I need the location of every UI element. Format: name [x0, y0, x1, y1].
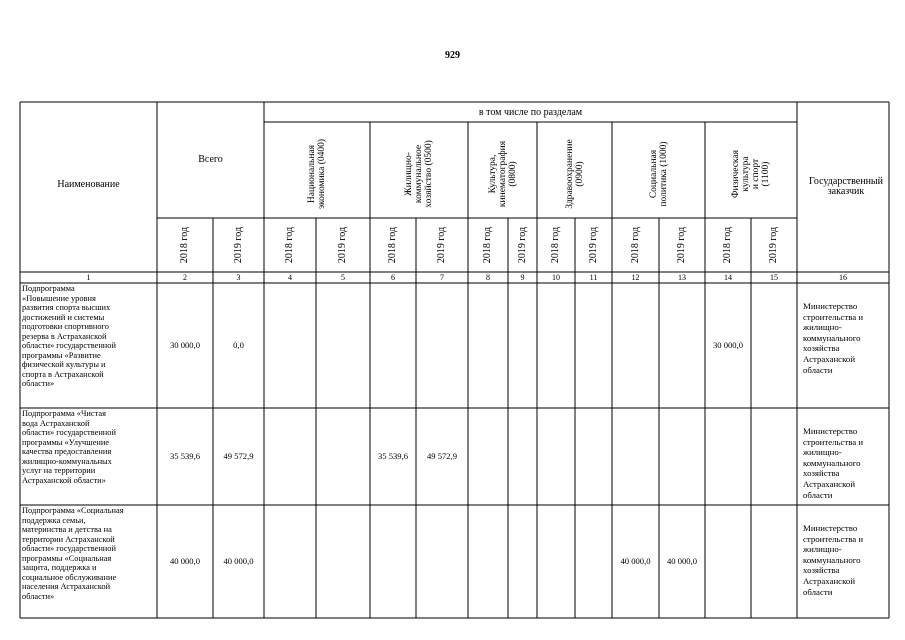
- year-label: 2019 год: [676, 226, 687, 264]
- column-number: 16: [839, 273, 847, 282]
- section-header-2: Жилищно- коммунальное хозяйство (0500): [404, 140, 434, 208]
- row-value: 30 000,0: [712, 339, 744, 350]
- year-label: 2019 год: [768, 226, 779, 264]
- row-value: 40 000,0: [620, 555, 651, 566]
- row-name: Подпрограмма «Повышение уровня развития спорта высших достижений и системы подготовки спортивного резерва в Астраханской области» государственной программы «Развитие физической культуры и спорта в Астраханской области»: [22, 284, 116, 388]
- column-number: 12: [631, 273, 640, 282]
- row-value: 40 000,0: [169, 555, 201, 566]
- year-label: 2019 год: [436, 226, 447, 264]
- column-number: 2: [183, 273, 187, 282]
- year-label: 2018 год: [387, 226, 398, 264]
- row-value: 40 000,0: [223, 555, 254, 566]
- year-label: 2018 год: [550, 226, 561, 264]
- column-number: 3: [236, 273, 241, 282]
- year-label: 2018 год: [482, 226, 493, 264]
- header-name: Наименование: [57, 179, 120, 190]
- header-sections-caption: в том числе по разделам: [478, 107, 583, 118]
- row-value: 0,0: [233, 339, 244, 350]
- page-number: 929: [445, 50, 460, 61]
- column-number: 5: [341, 273, 345, 282]
- column-number: 7: [440, 273, 444, 282]
- column-number: 6: [391, 273, 395, 282]
- year-label: 2019 год: [337, 226, 348, 264]
- section-header-1: Национальная экономика (0400): [307, 138, 327, 210]
- row-value: 49 572,9: [426, 450, 458, 461]
- row-value: 35 539,6: [377, 450, 409, 461]
- column-number: 14: [724, 273, 732, 282]
- column-number: 13: [678, 273, 686, 282]
- row-customer: Министерство строительства и жилищно- коммунального хозяйства Астраханской области: [803, 301, 864, 375]
- section-header-3: Культура, кинематография (0800): [487, 140, 518, 208]
- row-customer: Министерство строительства и жилищно- коммунального хозяйства Астраханской области: [803, 426, 864, 500]
- row-name: Подпрограмма «Социальная поддержка семьи, материнства и детства на территории Астраханской области» государственной программы «Социальная защита, поддержка и социальное обслуживание населения Астраханской области»: [22, 506, 124, 601]
- header-total: Всего: [198, 154, 223, 165]
- column-number: 15: [770, 273, 778, 282]
- year-label: 2019 год: [516, 226, 528, 264]
- row-value: 40 000,0: [666, 555, 698, 566]
- year-label: 2018 год: [179, 226, 190, 264]
- year-label: 2019 год: [232, 226, 244, 264]
- year-label: 2019 год: [587, 226, 599, 264]
- header-customer: Государственный заказчик: [808, 176, 884, 197]
- section-header-6: Физическая культура и спорт (1100): [731, 150, 771, 198]
- column-number: 1: [86, 273, 91, 282]
- row-value: 30 000,0: [169, 339, 201, 350]
- year-label: 2018 год: [284, 226, 295, 264]
- column-number: 9: [520, 273, 525, 282]
- row-value: 35 539,6: [169, 450, 201, 461]
- year-label: 2018 год: [722, 226, 733, 264]
- column-number: 10: [552, 273, 560, 282]
- section-header-4: Здравоохранение (0900): [564, 139, 585, 209]
- row-customer: Министерство строительства и жилищно- коммунального хозяйства Астраханской области: [803, 523, 864, 597]
- section-header-5: Социальная политика (1000): [648, 141, 669, 207]
- row-value: 49 572,9: [223, 450, 254, 461]
- column-number: 4: [288, 273, 292, 282]
- year-label: 2018 год: [629, 226, 641, 264]
- row-name: Подпрограмма «Чистая вода Астраханской области» государственной программы «Улучшение качества предоставления жилищно-коммунальных услуг на территории Астраханской области»: [22, 409, 116, 485]
- column-number: 8: [486, 273, 490, 282]
- column-number: 11: [589, 273, 598, 282]
